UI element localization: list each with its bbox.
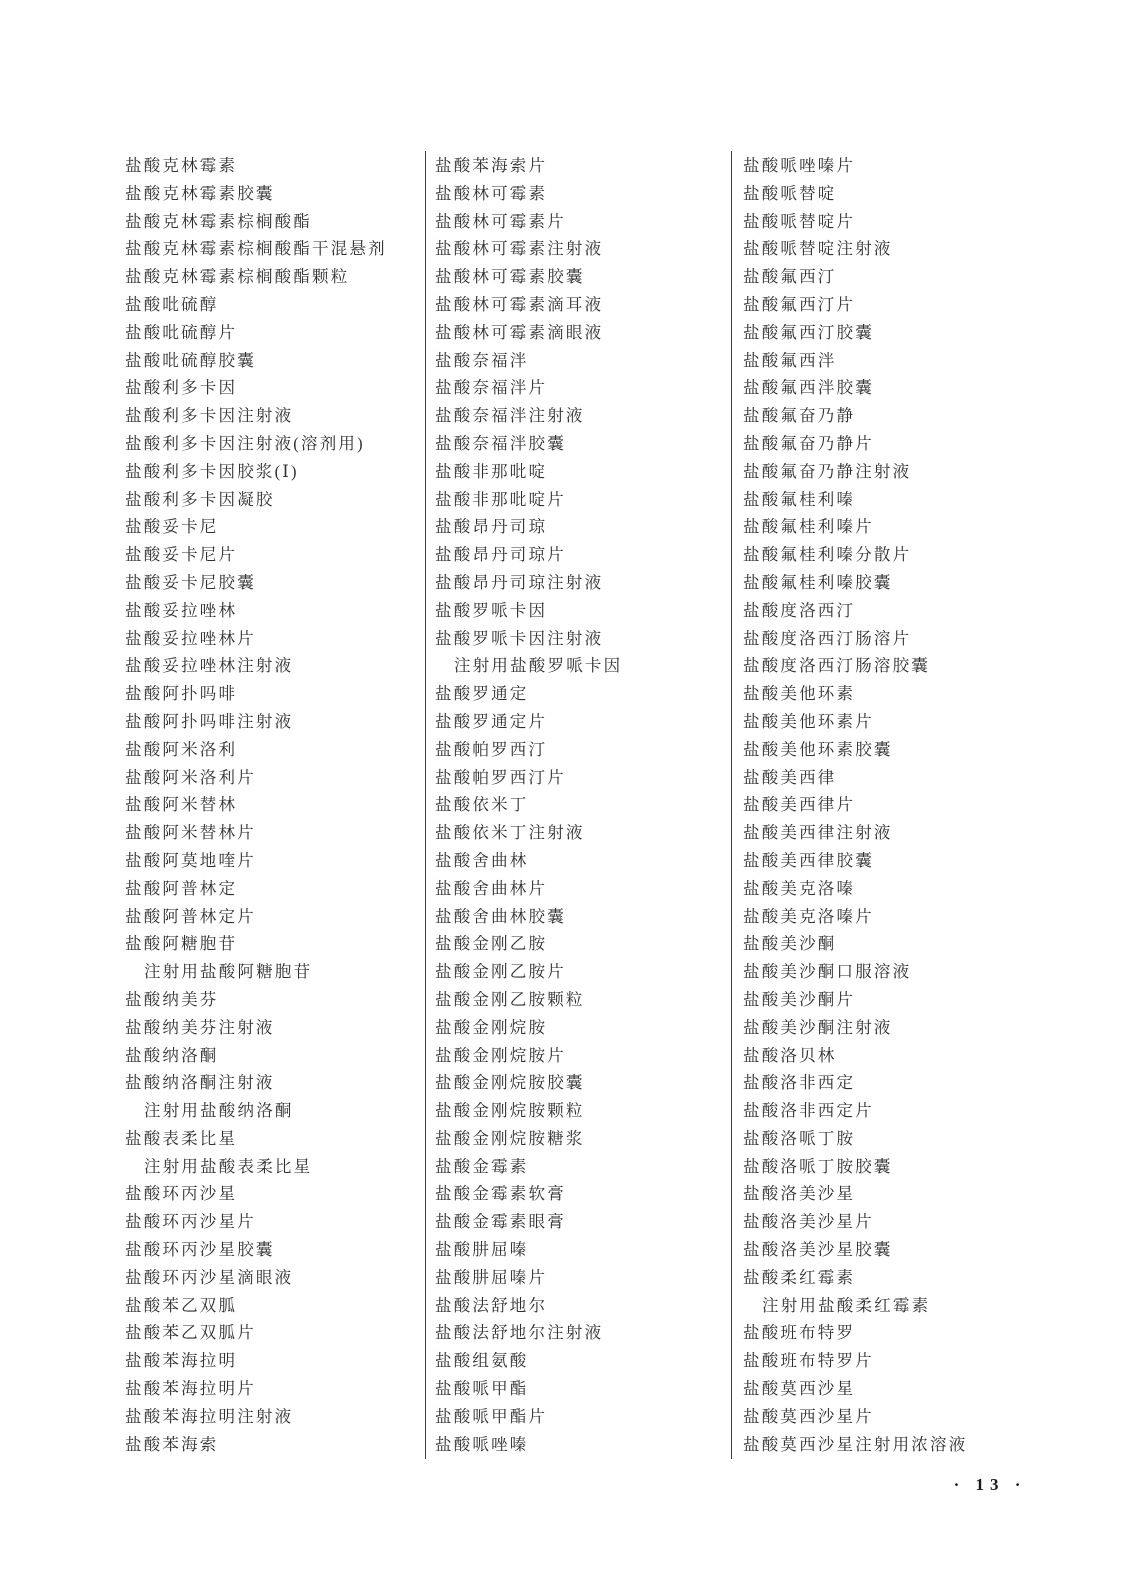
drug-list-item: 盐酸金刚烷胺糖浆 [435, 1128, 585, 1148]
drug-list-item: 盐酸利多卡因 [125, 378, 238, 398]
drug-list-item: 盐酸克林霉素胶囊 [125, 183, 275, 203]
drug-list-item: 盐酸阿普林定 [125, 878, 238, 898]
drug-list-item: 盐酸克林霉素棕榈酸酯 [125, 211, 312, 231]
drug-list-item: 盐酸环丙沙星胶囊 [125, 1240, 275, 1260]
drug-list-item: 盐酸氟桂利嗪 [743, 489, 856, 509]
drug-list-item: 盐酸氟西泮胶囊 [743, 378, 874, 398]
drug-list-item: 盐酸吡硫醇片 [125, 322, 238, 342]
drug-list-item: 盐酸利多卡因凝胶 [125, 489, 275, 509]
drug-list-item: 盐酸洛美沙星胶囊 [743, 1240, 893, 1260]
drug-list-item: 盐酸洛贝林 [743, 1045, 837, 1065]
drug-list-item: 盐酸莫西沙星注射用浓溶液 [743, 1434, 968, 1454]
drug-list-item: 盐酸阿糖胞苷 [125, 934, 238, 954]
drug-list-item: 盐酸林可霉素片 [435, 211, 566, 231]
drug-list-item: 盐酸苯乙双胍 [125, 1295, 238, 1315]
drug-list-item: 盐酸林可霉素滴耳液 [435, 294, 604, 314]
drug-list-item: 盐酸妥拉唑林注射液 [125, 656, 294, 676]
drug-list-column-2 [435, 152, 731, 1458]
drug-list-item: 盐酸非那吡啶 [435, 461, 548, 481]
drug-list-item: 盐酸林可霉素滴眼液 [435, 322, 604, 342]
drug-list-item: 盐酸罗哌卡因 [435, 600, 548, 620]
drug-list-item: 注射用盐酸纳洛酮 [144, 1101, 294, 1121]
drug-list-item: 盐酸阿扑吗啡注射液 [125, 711, 294, 731]
drug-list-item: 盐酸洛非西定片 [743, 1101, 874, 1121]
drug-list-item: 盐酸金刚乙胺片 [435, 962, 566, 982]
drug-list-item: 盐酸克林霉素棕榈酸酯干混悬剂 [125, 239, 387, 259]
column-divider [731, 151, 732, 1459]
drug-list-item: 盐酸度洛西汀肠溶胶囊 [743, 656, 930, 676]
drug-list-item: 盐酸奈福泮胶囊 [435, 433, 566, 453]
drug-list-item: 盐酸氟西泮 [743, 350, 837, 370]
drug-list-item: 盐酸罗通定 [435, 684, 529, 704]
drug-list-item: 盐酸林可霉素 [435, 183, 548, 203]
drug-list-item: 盐酸哌替啶注射液 [743, 239, 893, 259]
drug-list-item: 盐酸洛哌丁胺 [743, 1128, 856, 1148]
column-divider [425, 151, 426, 1459]
drug-list-item: 盐酸非那吡啶片 [435, 489, 566, 509]
drug-list-item: 盐酸妥卡尼胶囊 [125, 572, 256, 592]
drug-list-item: 盐酸组氨酸 [435, 1351, 529, 1371]
drug-list-item: 盐酸昂丹司琼注射液 [435, 572, 604, 592]
drug-list-item: 盐酸金霉素软膏 [435, 1184, 566, 1204]
drug-list-item: 盐酸美沙酮注射液 [743, 1017, 893, 1037]
drug-list-item: 盐酸环丙沙星片 [125, 1212, 256, 1232]
drug-list-item: 盐酸美西律片 [743, 795, 856, 815]
drug-list-item: 盐酸帕罗西汀片 [435, 767, 566, 787]
drug-list-item: 盐酸哌唑嗪 [435, 1434, 529, 1454]
drug-list-item: 盐酸舍曲林 [435, 850, 529, 870]
drug-list-column-1 [125, 152, 425, 1458]
drug-list-item: 盐酸帕罗西汀 [435, 739, 548, 759]
drug-list-item: 盐酸洛美沙星片 [743, 1212, 874, 1232]
drug-list-item: 盐酸班布特罗片 [743, 1351, 874, 1371]
drug-list-item: 盐酸度洛西汀 [743, 600, 856, 620]
drug-list-item: 注射用盐酸表柔比星 [144, 1156, 313, 1176]
drug-list-item: 盐酸金刚烷胺片 [435, 1045, 566, 1065]
drug-list-item: 盐酸哌唑嗪片 [743, 156, 856, 175]
drug-list-item: 盐酸依米丁 [435, 795, 529, 815]
drug-list-item: 盐酸洛美沙星 [743, 1184, 856, 1204]
drug-list-item: 盐酸阿米洛利片 [125, 767, 256, 787]
drug-list-item: 盐酸美他环素片 [743, 711, 874, 731]
drug-list-item: 盐酸哌甲酯 [435, 1379, 529, 1399]
drug-list-item: 盐酸美西律胶囊 [743, 850, 874, 870]
drug-list-item: 盐酸昂丹司琼片 [435, 545, 566, 565]
drug-list-item: 盐酸苯海索 [125, 1434, 219, 1454]
drug-list-item: 盐酸阿米替林 [125, 795, 238, 815]
drug-list-item: 盐酸哌替啶 [743, 183, 837, 203]
drug-list-item: 盐酸美克洛嗪 [743, 878, 856, 898]
drug-list-item: 盐酸妥卡尼片 [125, 545, 238, 565]
drug-list-item: 盐酸妥拉唑林片 [125, 628, 256, 648]
drug-list-item: 盐酸美沙酮 [743, 934, 837, 954]
drug-list-item: 盐酸阿普林定片 [125, 906, 256, 926]
drug-list-item: 盐酸金刚乙胺 [435, 934, 548, 954]
drug-list-item: 盐酸林可霉素注射液 [435, 239, 604, 259]
drug-list-item: 盐酸氟西汀胶囊 [743, 322, 874, 342]
drug-list-item: 盐酸氟奋乃静片 [743, 433, 874, 453]
drug-list-item: 盐酸阿米洛利 [125, 739, 238, 759]
drug-list-item: 盐酸苯海拉明片 [125, 1379, 256, 1399]
drug-list-item: 盐酸金刚烷胺 [435, 1017, 548, 1037]
page-number: · 13 · [953, 1475, 1027, 1494]
drug-list-item: 盐酸纳美芬注射液 [125, 1017, 275, 1037]
drug-list-item: 盐酸罗哌卡因注射液 [435, 628, 604, 648]
drug-list-item: 盐酸金霉素眼膏 [435, 1212, 566, 1232]
drug-list-item: 盐酸舍曲林胶囊 [435, 906, 566, 926]
drug-list-item: 盐酸金刚烷胺颗粒 [435, 1101, 585, 1121]
drug-list-item: 盐酸法舒地尔注射液 [435, 1323, 604, 1343]
drug-list-item: 盐酸金霉素 [435, 1156, 529, 1176]
drug-list-item: 盐酸美沙酮口服溶液 [743, 962, 912, 982]
drug-list-item: 注射用盐酸阿糖胞苷 [144, 962, 313, 982]
drug-list-item: 盐酸奈福泮 [435, 350, 529, 370]
drug-list-item: 盐酸阿扑吗啡 [125, 684, 238, 704]
drug-list-item: 盐酸氟桂利嗪胶囊 [743, 572, 893, 592]
drug-list-item: 盐酸肼屈嗪片 [435, 1267, 548, 1287]
drug-list-item: 盐酸妥卡尼 [125, 517, 219, 537]
drug-list-item: 盐酸克林霉素 [125, 156, 238, 175]
drug-list-item: 盐酸纳洛酮注射液 [125, 1073, 275, 1093]
drug-list-item: 盐酸罗通定片 [435, 711, 548, 731]
drug-list-item: 盐酸利多卡因胶浆(Ⅰ) [125, 461, 299, 481]
drug-list-item: 盐酸金刚乙胺颗粒 [435, 989, 585, 1009]
drug-list-item: 盐酸奈福泮注射液 [435, 406, 585, 426]
drug-list-item: 注射用盐酸柔红霉素 [762, 1295, 931, 1315]
drug-list-item: 盐酸阿莫地喹片 [125, 850, 256, 870]
drug-list-item: 盐酸氟西汀片 [743, 294, 856, 314]
drug-list-item: 盐酸纳洛酮 [125, 1045, 219, 1065]
drug-list-item: 盐酸法舒地尔 [435, 1295, 548, 1315]
drug-list-item: 盐酸苯乙双胍片 [125, 1323, 256, 1343]
drug-list-item: 盐酸氟桂利嗪分散片 [743, 545, 912, 565]
drug-list-item: 盐酸克林霉素棕榈酸酯颗粒 [125, 267, 350, 287]
drug-list-item: 盐酸洛哌丁胺胶囊 [743, 1156, 893, 1176]
drug-list-item: 盐酸舍曲林片 [435, 878, 548, 898]
drug-list-item: 盐酸莫西沙星片 [743, 1406, 874, 1426]
drug-list-item: 盐酸美他环素胶囊 [743, 739, 893, 759]
drug-list-item: 盐酸依米丁注射液 [435, 823, 585, 843]
drug-list-column-3 [743, 152, 1073, 1458]
drug-list-item: 盐酸金刚烷胺胶囊 [435, 1073, 585, 1093]
drug-list-item: 盐酸吡硫醇 [125, 294, 219, 314]
drug-list-item: 盐酸柔红霉素 [743, 1267, 856, 1287]
drug-list-item: 盐酸利多卡因注射液(溶剂用) [125, 433, 365, 453]
drug-list-item: 盐酸苯海拉明 [125, 1351, 238, 1371]
drug-list-item: 盐酸美沙酮片 [743, 989, 856, 1009]
drug-list-item: 盐酸美克洛嗪片 [743, 906, 874, 926]
drug-list-item: 盐酸美西律注射液 [743, 823, 893, 843]
drug-list-item: 盐酸哌替啶片 [743, 211, 856, 231]
drug-list-item: 盐酸莫西沙星 [743, 1379, 856, 1399]
drug-list-item: 盐酸表柔比星 [125, 1128, 238, 1148]
drug-list-item: 盐酸林可霉素胶囊 [435, 267, 585, 287]
drug-list-item: 盐酸环丙沙星 [125, 1184, 238, 1204]
drug-list-item: 盐酸利多卡因注射液 [125, 406, 294, 426]
drug-list-item: 盐酸环丙沙星滴眼液 [125, 1267, 294, 1287]
drug-list-item: 盐酸洛非西定 [743, 1073, 856, 1093]
drug-list-item: 盐酸奈福泮片 [435, 378, 548, 398]
drug-list-item: 盐酸哌甲酯片 [435, 1406, 548, 1426]
drug-list-item: 盐酸氟桂利嗪片 [743, 517, 874, 537]
drug-list-item: 盐酸吡硫醇胶囊 [125, 350, 256, 370]
drug-list-item: 盐酸肼屈嗪 [435, 1240, 529, 1260]
drug-list-item: 注射用盐酸罗哌卡因 [454, 656, 623, 676]
drug-list-item: 盐酸纳美芬 [125, 989, 219, 1009]
drug-list-item: 盐酸妥拉唑林 [125, 600, 238, 620]
drug-list-item: 盐酸度洛西汀肠溶片 [743, 628, 912, 648]
drug-list-item: 盐酸苯海拉明注射液 [125, 1406, 294, 1426]
drug-list-item: 盐酸班布特罗 [743, 1323, 856, 1343]
drug-list-item: 盐酸美西律 [743, 767, 837, 787]
drug-list-item: 盐酸氟奋乃静 [743, 406, 856, 426]
drug-list-item: 盐酸阿米替林片 [125, 823, 256, 843]
drug-list-item: 盐酸昂丹司琼 [435, 517, 548, 537]
drug-list-item: 盐酸氟奋乃静注射液 [743, 461, 912, 481]
drug-list-item: 盐酸氟西汀 [743, 267, 837, 287]
drug-list-item: 盐酸苯海索片 [435, 156, 548, 175]
drug-list-item: 盐酸美他环素 [743, 684, 856, 704]
